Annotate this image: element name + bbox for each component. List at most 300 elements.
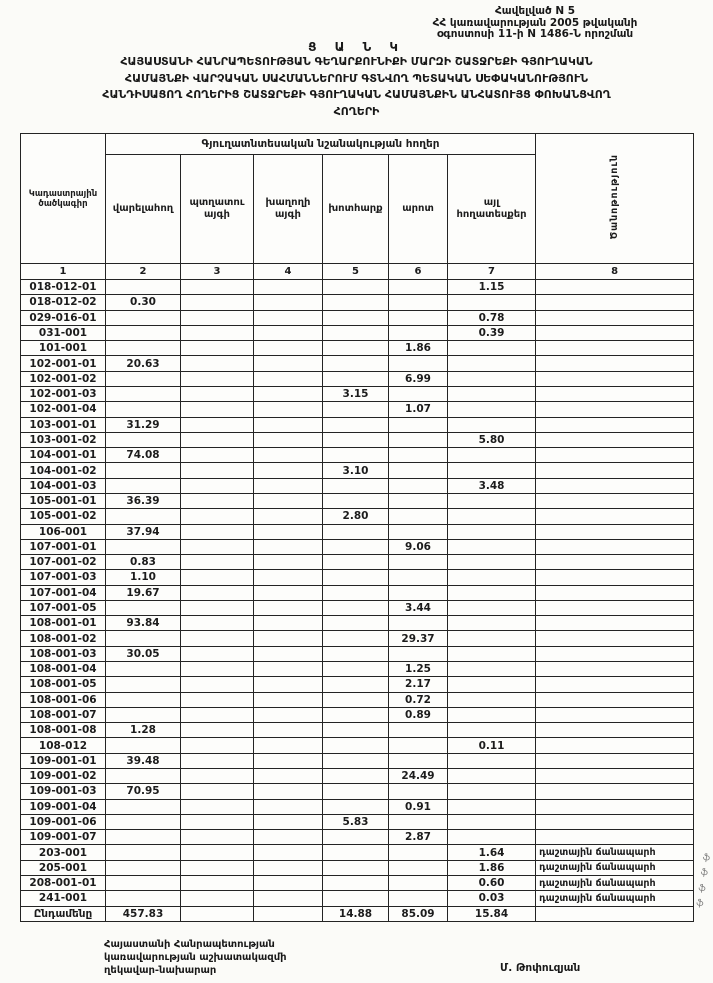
note-header-vertical-text: Ծանոթություն bbox=[608, 153, 620, 240]
cell-vineyard bbox=[254, 677, 323, 692]
cell-orchard bbox=[181, 325, 254, 340]
cell-other-lands bbox=[448, 723, 536, 738]
handwritten-mark: ֆ bbox=[697, 883, 707, 895]
cell-vineyard bbox=[254, 432, 323, 447]
table-row bbox=[21, 402, 694, 417]
cell-hayfield bbox=[323, 371, 389, 386]
table-row bbox=[21, 493, 694, 508]
column-number: 3 bbox=[181, 264, 254, 280]
cell-hayfield bbox=[323, 677, 389, 692]
cell-code: 241-001 bbox=[21, 891, 106, 906]
cell-vineyard bbox=[254, 325, 323, 340]
cell-orchard bbox=[181, 875, 254, 890]
cell-pasture bbox=[389, 723, 448, 738]
cell-vineyard bbox=[254, 539, 323, 554]
cell-orchard bbox=[181, 356, 254, 371]
cell-vineyard bbox=[254, 646, 323, 661]
table-row bbox=[21, 310, 694, 325]
table-header bbox=[21, 134, 694, 280]
cell-arable: 31.29 bbox=[106, 417, 181, 432]
cell-other-lands bbox=[448, 799, 536, 814]
table-row bbox=[21, 845, 694, 860]
cell-code: 106-001 bbox=[21, 524, 106, 539]
cell-note bbox=[536, 600, 694, 615]
cell-orchard bbox=[181, 891, 254, 906]
land-parcel-table bbox=[20, 133, 694, 922]
cell-hayfield bbox=[323, 631, 389, 646]
cell-pasture bbox=[389, 784, 448, 799]
document-kind-label: Ց Ա Ն Կ bbox=[308, 40, 405, 54]
cell-hayfield bbox=[323, 356, 389, 371]
cell-other-lands: 15.84 bbox=[448, 906, 536, 921]
cell-orchard bbox=[181, 539, 254, 554]
cell-vineyard bbox=[254, 478, 323, 493]
cell-other-lands: 3.48 bbox=[448, 478, 536, 493]
table-row bbox=[21, 799, 694, 814]
table-row bbox=[21, 570, 694, 585]
cell-orchard bbox=[181, 753, 254, 768]
cell-arable bbox=[106, 325, 181, 340]
handwritten-mark: ֆ bbox=[695, 898, 705, 910]
cell-arable: 30.05 bbox=[106, 646, 181, 661]
cell-pasture: 0.91 bbox=[389, 799, 448, 814]
cell-note bbox=[536, 371, 694, 386]
column-header-other-lands: այլ հողատեսքեր bbox=[448, 155, 536, 264]
cell-orchard bbox=[181, 310, 254, 325]
table-body bbox=[21, 280, 694, 922]
cell-arable: 1.28 bbox=[106, 723, 181, 738]
cell-other-lands: 0.39 bbox=[448, 325, 536, 340]
cell-pasture: 3.44 bbox=[389, 600, 448, 615]
cell-orchard bbox=[181, 432, 254, 447]
cell-pasture: 1.07 bbox=[389, 402, 448, 417]
cell-hayfield bbox=[323, 753, 389, 768]
cell-pasture: 2.87 bbox=[389, 830, 448, 845]
cell-vineyard bbox=[254, 448, 323, 463]
table-row bbox=[21, 738, 694, 753]
cell-hayfield bbox=[323, 830, 389, 845]
cell-other-lands bbox=[448, 585, 536, 600]
column-header-arable: վարելահող bbox=[106, 155, 181, 264]
cell-arable bbox=[106, 631, 181, 646]
cell-orchard bbox=[181, 585, 254, 600]
cell-other-lands bbox=[448, 386, 536, 401]
cell-note bbox=[536, 555, 694, 570]
signatory-title-block bbox=[104, 938, 364, 977]
cell-pasture bbox=[389, 891, 448, 906]
cell-hayfield bbox=[323, 478, 389, 493]
cell-other-lands: 0.78 bbox=[448, 310, 536, 325]
cell-code: 108-001-06 bbox=[21, 692, 106, 707]
cell-vineyard bbox=[254, 616, 323, 631]
table-row bbox=[21, 707, 694, 722]
cell-pasture bbox=[389, 753, 448, 768]
table-row bbox=[21, 356, 694, 371]
cell-note bbox=[536, 799, 694, 814]
cell-pasture bbox=[389, 875, 448, 890]
cell-hayfield bbox=[323, 799, 389, 814]
table-row bbox=[21, 814, 694, 829]
cell-note bbox=[536, 524, 694, 539]
cell-vineyard bbox=[254, 723, 323, 738]
cell-vineyard bbox=[254, 417, 323, 432]
cell-code: 109-001-04 bbox=[21, 799, 106, 814]
cell-arable bbox=[106, 677, 181, 692]
table-row bbox=[21, 539, 694, 554]
cell-hayfield bbox=[323, 325, 389, 340]
cell-code: 105-001-02 bbox=[21, 509, 106, 524]
cell-vineyard bbox=[254, 631, 323, 646]
cell-arable: 39.48 bbox=[106, 753, 181, 768]
cell-vineyard bbox=[254, 371, 323, 386]
table-row bbox=[21, 555, 694, 570]
column-number-row bbox=[21, 264, 694, 280]
cell-arable bbox=[106, 463, 181, 478]
cell-hayfield bbox=[323, 891, 389, 906]
cell-pasture bbox=[389, 280, 448, 295]
cell-hayfield: 3.15 bbox=[323, 386, 389, 401]
cell-note bbox=[536, 631, 694, 646]
cell-vineyard bbox=[254, 585, 323, 600]
cell-other-lands: 1.15 bbox=[448, 280, 536, 295]
cell-note bbox=[536, 814, 694, 829]
handwritten-mark: ֆ bbox=[702, 852, 711, 864]
cell-orchard bbox=[181, 845, 254, 860]
cell-other-lands bbox=[448, 539, 536, 554]
cell-pasture: 1.25 bbox=[389, 662, 448, 677]
cell-vineyard bbox=[254, 906, 323, 921]
cell-code: 105-001-01 bbox=[21, 493, 106, 508]
cell-note bbox=[536, 769, 694, 784]
cell-note bbox=[536, 463, 694, 478]
cell-pasture bbox=[389, 463, 448, 478]
cell-hayfield bbox=[323, 341, 389, 356]
table-row bbox=[21, 448, 694, 463]
cell-code: 101-001 bbox=[21, 341, 106, 356]
table-row bbox=[21, 616, 694, 631]
cell-note: դաշտային ճանապարհ bbox=[536, 860, 694, 875]
cell-note bbox=[536, 662, 694, 677]
cell-pasture: 85.09 bbox=[389, 906, 448, 921]
cell-orchard bbox=[181, 784, 254, 799]
cell-pasture: 29.37 bbox=[389, 631, 448, 646]
cell-vineyard bbox=[254, 555, 323, 570]
cell-note: դաշտային ճանապարհ bbox=[536, 845, 694, 860]
cell-hayfield bbox=[323, 524, 389, 539]
cell-arable bbox=[106, 386, 181, 401]
cell-code: 109-001-01 bbox=[21, 753, 106, 768]
cell-other-lands bbox=[448, 524, 536, 539]
cell-vineyard bbox=[254, 814, 323, 829]
cell-orchard bbox=[181, 769, 254, 784]
cell-note bbox=[536, 906, 694, 921]
cell-arable bbox=[106, 738, 181, 753]
cell-pasture: 9.06 bbox=[389, 539, 448, 554]
cell-arable bbox=[106, 280, 181, 295]
cell-code: Ընդամենը bbox=[21, 906, 106, 921]
cell-vineyard bbox=[254, 799, 323, 814]
cell-orchard bbox=[181, 402, 254, 417]
cell-pasture bbox=[389, 478, 448, 493]
cell-other-lands bbox=[448, 356, 536, 371]
cell-code: 107-001-01 bbox=[21, 539, 106, 554]
signatory-title-line: Հայաստանի Հանրապետության bbox=[104, 939, 275, 950]
cell-arable bbox=[106, 830, 181, 845]
column-header-orchard: պտղատու այգի bbox=[181, 155, 254, 264]
cell-other-lands bbox=[448, 616, 536, 631]
cell-vineyard bbox=[254, 524, 323, 539]
cell-pasture bbox=[389, 860, 448, 875]
cell-orchard bbox=[181, 646, 254, 661]
cell-arable bbox=[106, 875, 181, 890]
cell-arable bbox=[106, 860, 181, 875]
cell-other-lands: 1.64 bbox=[448, 845, 536, 860]
cell-arable bbox=[106, 600, 181, 615]
cell-arable bbox=[106, 891, 181, 906]
cell-hayfield bbox=[323, 875, 389, 890]
cell-code: 108-012 bbox=[21, 738, 106, 753]
cell-pasture bbox=[389, 325, 448, 340]
cell-pasture bbox=[389, 493, 448, 508]
decree-reference-line: օգոստոսի 11-ի N 1486-Ն որոշման bbox=[436, 28, 634, 40]
cell-pasture: 2.17 bbox=[389, 677, 448, 692]
table-row bbox=[21, 662, 694, 677]
group-header-row bbox=[21, 134, 694, 155]
table-row bbox=[21, 600, 694, 615]
cell-vineyard bbox=[254, 891, 323, 906]
cell-code: 103-001-01 bbox=[21, 417, 106, 432]
cell-arable: 457.83 bbox=[106, 906, 181, 921]
cell-pasture bbox=[389, 524, 448, 539]
cell-note bbox=[536, 325, 694, 340]
cell-other-lands bbox=[448, 341, 536, 356]
cell-vineyard bbox=[254, 830, 323, 845]
cell-hayfield bbox=[323, 417, 389, 432]
cell-orchard bbox=[181, 662, 254, 677]
cell-other-lands: 0.03 bbox=[448, 891, 536, 906]
cell-vineyard bbox=[254, 860, 323, 875]
cell-arable bbox=[106, 799, 181, 814]
cell-pasture bbox=[389, 448, 448, 463]
cell-vineyard bbox=[254, 692, 323, 707]
cell-vineyard bbox=[254, 493, 323, 508]
cell-hayfield bbox=[323, 585, 389, 600]
table-row bbox=[21, 769, 694, 784]
cell-hayfield bbox=[323, 555, 389, 570]
cell-hayfield bbox=[323, 860, 389, 875]
cell-orchard bbox=[181, 799, 254, 814]
cell-arable bbox=[106, 371, 181, 386]
cell-other-lands bbox=[448, 631, 536, 646]
cell-pasture bbox=[389, 616, 448, 631]
cell-pasture bbox=[389, 555, 448, 570]
cell-note bbox=[536, 356, 694, 371]
cell-pasture bbox=[389, 432, 448, 447]
cell-arable: 19.67 bbox=[106, 585, 181, 600]
cell-code: 108-001-03 bbox=[21, 646, 106, 661]
cell-other-lands bbox=[448, 371, 536, 386]
cell-pasture: 6.99 bbox=[389, 371, 448, 386]
cell-other-lands bbox=[448, 448, 536, 463]
cell-arable: 37.94 bbox=[106, 524, 181, 539]
cell-hayfield bbox=[323, 769, 389, 784]
cell-vineyard bbox=[254, 402, 323, 417]
table-row bbox=[21, 585, 694, 600]
cell-orchard bbox=[181, 738, 254, 753]
cell-code: 104-001-02 bbox=[21, 463, 106, 478]
cell-pasture: 1.86 bbox=[389, 341, 448, 356]
total-row bbox=[21, 906, 694, 921]
cell-arable: 0.83 bbox=[106, 555, 181, 570]
cell-other-lands: 0.11 bbox=[448, 738, 536, 753]
cell-arable bbox=[106, 769, 181, 784]
cell-code: 103-001-02 bbox=[21, 432, 106, 447]
cell-arable: 70.95 bbox=[106, 784, 181, 799]
cell-note bbox=[536, 616, 694, 631]
cell-orchard bbox=[181, 860, 254, 875]
title-line: ՀԱՆԴԻՍԱՑՈՂ ՀՈՂԵՐԻՑ ՇԱՏՋՐԵՔԻ ԳՅՈՒՂԱԿԱՆ ՀԱՄԱՅՆՔԻՆ ԱՆՀԱՏՈՒՅՑ ՓՈԽԱՆՑՎՈՂ bbox=[102, 88, 611, 101]
cell-hayfield bbox=[323, 280, 389, 295]
cell-other-lands bbox=[448, 402, 536, 417]
cell-hayfield bbox=[323, 295, 389, 310]
cell-vineyard bbox=[254, 769, 323, 784]
cell-arable bbox=[106, 310, 181, 325]
cell-code: 102-001-03 bbox=[21, 386, 106, 401]
cell-pasture bbox=[389, 646, 448, 661]
cell-code: 109-001-03 bbox=[21, 784, 106, 799]
cell-note bbox=[536, 493, 694, 508]
column-number: 2 bbox=[106, 264, 181, 280]
cell-vineyard bbox=[254, 509, 323, 524]
cell-vineyard bbox=[254, 738, 323, 753]
cell-code: 104-001-03 bbox=[21, 478, 106, 493]
cell-note bbox=[536, 539, 694, 554]
cell-vineyard bbox=[254, 845, 323, 860]
column-number: 8 bbox=[536, 264, 694, 280]
cell-pasture bbox=[389, 738, 448, 753]
cell-code: 108-001-05 bbox=[21, 677, 106, 692]
table-row bbox=[21, 646, 694, 661]
column-number: 4 bbox=[254, 264, 323, 280]
cell-code: 102-001-01 bbox=[21, 356, 106, 371]
cell-arable: 93.84 bbox=[106, 616, 181, 631]
cell-other-lands bbox=[448, 830, 536, 845]
cell-other-lands bbox=[448, 707, 536, 722]
cell-other-lands bbox=[448, 600, 536, 615]
cell-vineyard bbox=[254, 295, 323, 310]
cell-note bbox=[536, 417, 694, 432]
cell-code: 107-001-05 bbox=[21, 600, 106, 615]
cell-orchard bbox=[181, 524, 254, 539]
table-row bbox=[21, 524, 694, 539]
cell-note bbox=[536, 295, 694, 310]
table-row bbox=[21, 478, 694, 493]
cell-note bbox=[536, 738, 694, 753]
cell-code: 108-001-01 bbox=[21, 616, 106, 631]
cell-vineyard bbox=[254, 310, 323, 325]
cell-other-lands bbox=[448, 417, 536, 432]
cell-arable: 1.10 bbox=[106, 570, 181, 585]
cell-pasture bbox=[389, 585, 448, 600]
cell-arable bbox=[106, 692, 181, 707]
cell-note bbox=[536, 341, 694, 356]
signatory-title-line: ղեկավար-նախարար bbox=[104, 965, 217, 976]
cell-pasture bbox=[389, 356, 448, 371]
cell-code: 205-001 bbox=[21, 860, 106, 875]
column-header-pasture: արոտ bbox=[389, 155, 448, 264]
cell-orchard bbox=[181, 570, 254, 585]
decree-reference-line: Հավելված N 5 bbox=[494, 5, 576, 17]
decree-reference bbox=[390, 6, 680, 41]
cell-arable bbox=[106, 341, 181, 356]
cell-arable: 36.39 bbox=[106, 493, 181, 508]
cell-vineyard bbox=[254, 784, 323, 799]
table-row bbox=[21, 509, 694, 524]
table-row bbox=[21, 891, 694, 906]
cell-code: 108-001-02 bbox=[21, 631, 106, 646]
cell-arable: 74.08 bbox=[106, 448, 181, 463]
cell-note bbox=[536, 646, 694, 661]
cell-hayfield bbox=[323, 707, 389, 722]
cell-other-lands bbox=[448, 814, 536, 829]
cell-orchard bbox=[181, 555, 254, 570]
group-header-agricultural-lands: Գյուղատնտեսական նշանակության հողեր bbox=[106, 134, 536, 155]
signatory-name: Մ. Թոփուզյան bbox=[500, 962, 581, 974]
cell-code: 109-001-07 bbox=[21, 830, 106, 845]
table-row bbox=[21, 875, 694, 890]
cell-arable bbox=[106, 662, 181, 677]
cell-orchard bbox=[181, 386, 254, 401]
cell-orchard bbox=[181, 830, 254, 845]
cell-code: 208-001-01 bbox=[21, 875, 106, 890]
cell-pasture: 24.49 bbox=[389, 769, 448, 784]
cell-orchard bbox=[181, 906, 254, 921]
cell-vineyard bbox=[254, 341, 323, 356]
cell-other-lands bbox=[448, 295, 536, 310]
column-number: 5 bbox=[323, 264, 389, 280]
cell-note bbox=[536, 585, 694, 600]
table-row bbox=[21, 860, 694, 875]
column-number: 6 bbox=[389, 264, 448, 280]
cell-vineyard bbox=[254, 662, 323, 677]
handwritten-mark: ֆ bbox=[699, 868, 709, 879]
cell-orchard bbox=[181, 509, 254, 524]
cell-hayfield bbox=[323, 646, 389, 661]
cell-vineyard bbox=[254, 600, 323, 615]
cell-hayfield bbox=[323, 616, 389, 631]
cell-pasture bbox=[389, 814, 448, 829]
cell-vineyard bbox=[254, 570, 323, 585]
document-title bbox=[10, 41, 703, 120]
cell-arable: 20.63 bbox=[106, 356, 181, 371]
cell-pasture bbox=[389, 845, 448, 860]
cell-other-lands bbox=[448, 570, 536, 585]
cell-code: 102-001-04 bbox=[21, 402, 106, 417]
cell-code: 018-012-02 bbox=[21, 295, 106, 310]
title-line: ՀԱՄԱՅՆՔԻ ՎԱՐՉԱԿԱՆ ՍԱՀՄԱՆՆԵՐՈՒՄ ԳՏՆՎՈՂ ՊԵՏԱԿԱՆ ՍԵՓԱԿԱՆՈՒԹՅՈՒՆ bbox=[124, 71, 589, 85]
cell-hayfield bbox=[323, 600, 389, 615]
cell-other-lands bbox=[448, 662, 536, 677]
cell-other-lands bbox=[448, 646, 536, 661]
cell-code: 108-001-04 bbox=[21, 662, 106, 677]
cell-vineyard bbox=[254, 386, 323, 401]
cell-other-lands bbox=[448, 784, 536, 799]
cell-orchard bbox=[181, 723, 254, 738]
cell-vineyard bbox=[254, 753, 323, 768]
cell-note: դաշտային ճանապարհ bbox=[536, 875, 694, 890]
cell-vineyard bbox=[254, 463, 323, 478]
cell-hayfield bbox=[323, 784, 389, 799]
